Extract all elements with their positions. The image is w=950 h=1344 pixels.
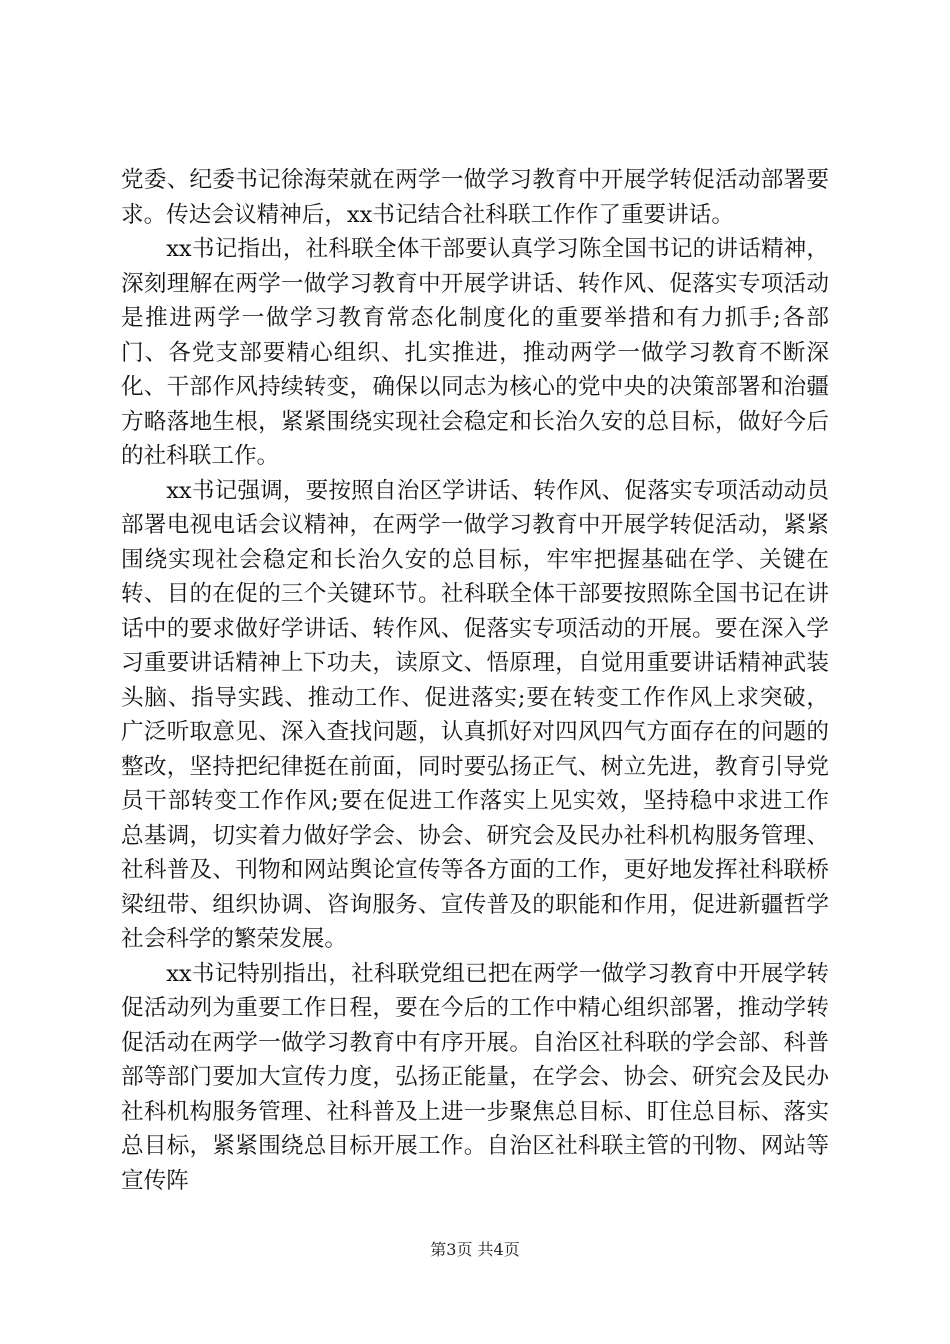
paragraph-secretary-specially-points-out: xx书记特别指出，社科联党组已把在两学一做学习教育中开展学转促活动列为重要工作日程，要在今后的工作中精心组织部署，推动学转促活动在两学一做学习教育中有序开展。自治区社科联的学会部、科普部等部门要加大宣传力度，弘扬正能量，在学会、协会、研究会及民办社科机构服务管理、社科普及上进一步聚焦总目标、盯住总目标、落实总目标，紧紧围绕总目标开展工作。自治区社科联主管的刊物、网站等宣传阵 bbox=[121, 960, 829, 1194]
document-body bbox=[121, 163, 829, 1198]
paragraph-secretary-emphasizes: xx书记强调，要按照自治区学讲话、转作风、促落实专项活动动员部署电视电话会议精神，在两学一做学习教育中开展学转促活动，紧紧围绕实现社会稳定和长治久安的总目标，牢牢把握基础在学、关键在转、目的在促的三个关键环节。社科联全体干部要按照陈全国书记在讲话中的要求做好学讲话、转作风、促落实专项活动的开展。要在深入学习重要讲话精神上下功夫，读原文、悟原理，自觉用重要讲话精神武装头脑、指导实践、推动工作、促进落实;要在转变工作作风上求突破，广泛听取意见、深入查找问题，认真抓好对四风四气方面存在的问题的整改，坚持把纪律挺在前面，同时要弘扬正气、树立先进，教育引导党员干部转变工作作风;要在促进工作落实上见实效，坚持稳中求进工作总基调，切实着力做好学会、协会、研究会及民办社科机构服务管理、社科普及、刊物和网站舆论宣传等各方面的工作，更好地发挥社科联桥梁纽带、组织协调、咨询服务、宣传普及的职能和作用，促进新疆哲学社会科学的繁荣发展。 bbox=[121, 477, 829, 952]
paragraph-continuation: 党委、纪委书记徐海荣就在两学一做学习教育中开展学转促活动部署要求。传达会议精神后，xx书记结合社科联工作作了重要讲话。 bbox=[121, 167, 829, 228]
paragraph-secretary-points-out: xx书记指出，社科联全体干部要认真学习陈全国书记的讲话精神，深刻理解在两学一做学习教育中开展学讲话、转作风、促落实专项活动是推进两学一做学习教育常态化制度化的重要举措和有力抓手;各部门、各党支部要精心组织、扎实推进，推动两学一做学习教育不断深化、干部作风持续转变，确保以同志为核心的党中央的决策部署和治疆方略落地生根，紧紧围绕实现社会稳定和长治久安的总目标，做好今后的社科联工作。 bbox=[121, 236, 829, 469]
page-number-footer: 第3页 共4页 bbox=[430, 1240, 520, 1259]
